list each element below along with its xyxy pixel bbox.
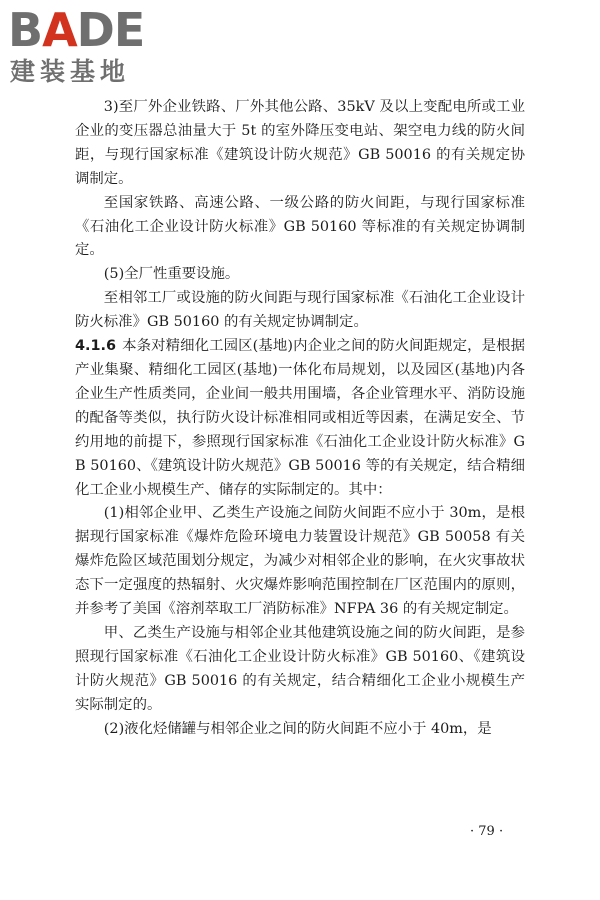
logo-letter-a-accent: A	[42, 3, 77, 57]
paragraph-1: 3)至厂外企业铁路、厂外其他公路、35kV 及以上变配电所或工业企业的变压器总油量大于 5t 的室外降压变电站、架空电力线的防火间距，与现行国家标准《建筑设计防火规范》GB 50016 的有关规定协调制定。	[75, 99, 525, 187]
paragraph-6: (1)相邻企业甲、乙类生产设施之间防火间距不应小于 30m，是根据现行国家标准《爆炸危险环境电力装置设计规范》GB 50058 有关爆炸危险区域范围划分规定，为减少对相邻企业的影响，在火灾事故状态下一定强度的热辐射、火灾爆炸影响范围控制在厂区范围内的原则，并参考了美国《溶剂萃取工厂消防标准》NFPA 36 的有关规定制定。	[75, 505, 525, 618]
paragraph-4: 至相邻工厂或设施的防火间距与现行国家标准《石油化工企业设计防火标准》GB 50160 的有关规定协调制定。	[75, 290, 525, 331]
logo-subtitle: 建装基地	[10, 57, 131, 86]
section-text: 本条对精细化工园区(基地)内企业之间的防火间距规定，是根据产业集聚、精细化工园区(基地)一体化布局规划，以及园区(基地)内各企业生产性质类同，企业间一般共用围墙，各企业管理水平、消防设施的配备等类似，执行防火设计标准相同或相近等因素，在满足安全、节约用地的前提下，参照现行国家标准《石油化工企业设计防火标准》GB 50160、《建筑设计防火规范》GB 50016 等的有关规定，结合精细化工企业小规模生产、储存的实际制定的。其中：	[75, 338, 525, 498]
paragraph-7: 甲、乙类生产设施与相邻企业其他建筑设施之间的防火间距，是参照现行国家标准《石油化工企业设计防火标准》GB 50160、《建筑设计防火规范》GB 50016 的有关规定，结合精细化工企业小规模生产实际制定的。	[75, 624, 525, 713]
paragraph-5	[75, 335, 525, 502]
paragraph-3: (5)全厂性重要设施。	[103, 266, 240, 283]
section-number: 4.1.6	[75, 338, 116, 355]
logo-letters-de: DE	[76, 3, 145, 57]
document-body	[75, 96, 525, 741]
page-number: · 79 ·	[470, 824, 504, 839]
bade-logo	[8, 4, 178, 90]
logo-wordmark	[8, 4, 144, 56]
logo-letter-b: B	[8, 3, 43, 57]
paragraph-8: (2)液化烃储罐与相邻企业之间的防火间距不应小于 40m，是	[103, 720, 492, 737]
paragraph-2: 至国家铁路、高速公路、一级公路的防火间距，与现行国家标准《石油化工企业设计防火标准》GB 50160 等标准的有关规定协调制定。	[75, 194, 525, 259]
